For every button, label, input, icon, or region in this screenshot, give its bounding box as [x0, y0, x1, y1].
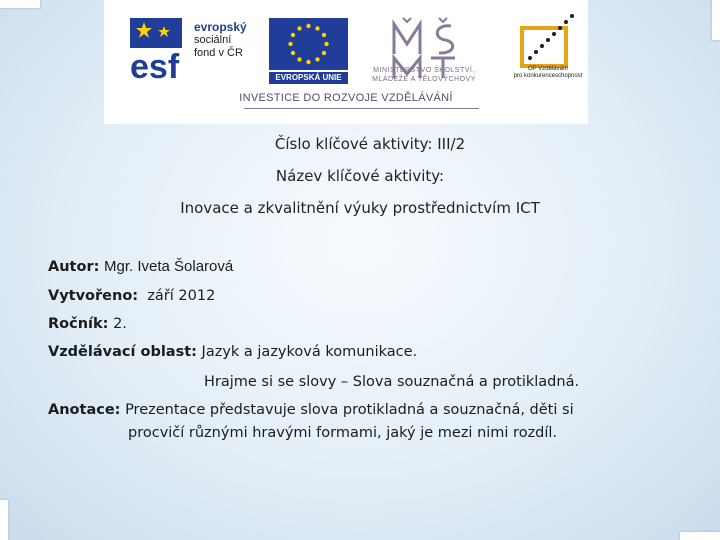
esf-line: sociální — [194, 34, 232, 46]
esf-logo — [130, 18, 182, 80]
activity-name: Inovace a zkvalitnění výuky prostřednictvím ICT — [180, 199, 540, 217]
annotation-row — [48, 402, 574, 418]
esf-line: evropský — [194, 20, 247, 34]
author-row — [48, 258, 233, 275]
annotation-text-cont: procvičí různými hravými formami, jaký je mezi nimi rozdíl. — [128, 425, 558, 441]
annotation-text: Prezentace představuje slova protikladná a souznačná, děti si — [125, 402, 574, 418]
op-logo — [512, 14, 582, 72]
topic: Hrajme si se slovy – Slova souznačná a protikladná. — [204, 374, 580, 390]
eu-flag-logo — [269, 18, 348, 70]
created-label: Vytvořeno: — [48, 288, 139, 304]
corner-decoration — [712, 0, 720, 40]
corner-decoration — [0, 500, 8, 540]
annotation-label: Anotace: — [48, 402, 121, 418]
grade-value: 2. — [113, 316, 127, 332]
author-value: Mgr. Iveta Šolarová — [104, 258, 234, 275]
area-row — [48, 344, 417, 360]
investice-slogan: INVESTICE DO ROZVOJE VZDĚLÁVÁNÍ — [239, 92, 453, 104]
created-value: září 2012 — [147, 288, 216, 304]
activity-name-label: Název klíčové aktivity: — [275, 167, 445, 185]
op-text — [508, 66, 588, 80]
activity-number: Číslo klíčové aktivity: III/2 — [274, 135, 466, 153]
esf-line: fond v ČR — [194, 47, 243, 59]
logo-banner — [104, 0, 588, 124]
grade-label: Ročník: — [48, 316, 109, 332]
divider — [244, 108, 479, 109]
grade-row — [48, 316, 127, 332]
op-line: OP Vzdělávání — [528, 66, 568, 72]
corner-decoration — [0, 0, 40, 8]
author-label: Autor: — [48, 259, 100, 275]
corner-decoration — [680, 532, 720, 540]
msmt-line: MINISTERSTVO ŠKOLSTVÍ, — [373, 67, 475, 74]
created-row — [48, 288, 215, 304]
op-line: pro konkurenceschopnost — [513, 73, 583, 79]
area-label: Vzdělávací oblast: — [48, 344, 197, 360]
msmt-text — [354, 66, 494, 84]
area-value: Jazyk a jazyková komunikace. — [201, 344, 418, 360]
eu-label: EVROPSKÁ UNIE — [269, 72, 348, 84]
esf-wordmark — [194, 21, 247, 60]
msmt-line: MLÁDEŽE A TĚLOVÝCHOVY — [372, 76, 476, 83]
svg-text:esf: esf — [130, 48, 180, 80]
